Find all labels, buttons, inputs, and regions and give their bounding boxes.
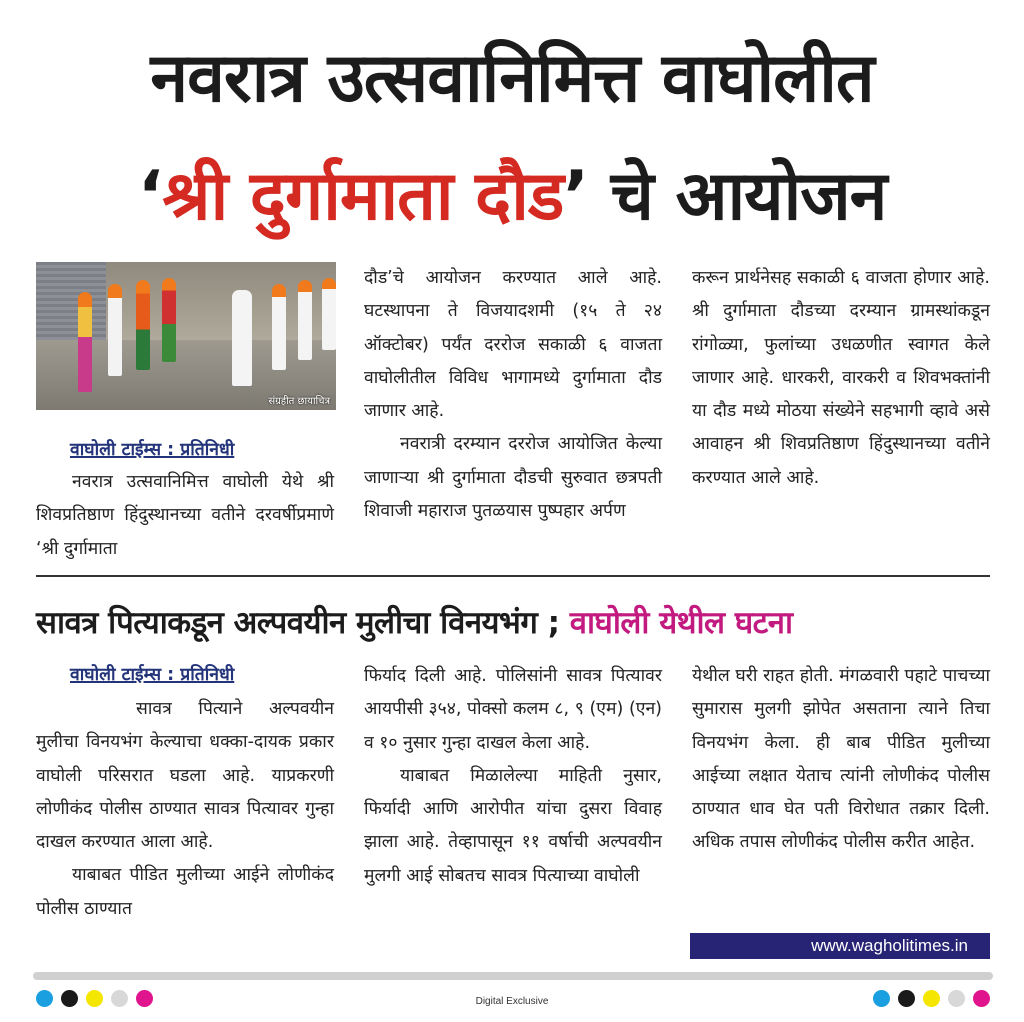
article2-headline-highlight: वाघोली येथील घटना <box>569 605 793 641</box>
photo-figure <box>298 280 312 360</box>
footer-label: Digital Exclusive <box>475 996 549 1007</box>
procession-photo <box>36 262 336 410</box>
print-mark-dot <box>898 990 915 1007</box>
website-link[interactable]: www.wagholitimes.in <box>690 933 990 959</box>
print-marks-right <box>873 990 990 1007</box>
print-mark-dot <box>923 990 940 1007</box>
article2-byline: वाघोली टाईम्स : प्रतिनिधी <box>70 665 235 685</box>
article1-byline: वाघोली टाईम्स : प्रतिनिधी <box>70 440 235 460</box>
article1-col2-para2: नवरात्री दरम्यान दररोज आयोजित केल्या जाणाऱ्या श्री दुर्गामाता दौडची सुरुवात छत्रपती शिवाजी महाराज पुतळयास पुष्पहार अर्पण <box>364 434 662 522</box>
photo-caption: संग्रहीत छायाचित्र <box>268 396 330 407</box>
photo-shutter <box>36 262 106 342</box>
article2-col1-para1: सावत्र पित्याने अल्पवयीन मुलीचा विनयभंग केल्याचा धक्का-दायक प्रकार वाघोली परिसरात घडला आहे. याप्रकरणी लोणीकंद पोलीस ठाण्यात सावत्र पित्यावर गुन्हा दाखल करण्यात आला आहे. <box>36 699 334 853</box>
print-mark-dot <box>873 990 890 1007</box>
main-headline-line2 <box>0 150 1024 244</box>
photo-figure <box>78 292 92 392</box>
article2-col2-para1: फिर्याद दिली आहे. पोलिसांनी सावत्र पित्यावर आयपीसी ३५४, पोक्सो कलम ८, ९ (एम) (एन) व १० नुसार गुन्हा दाखल केला आहे. <box>364 666 662 753</box>
photo-figure <box>108 284 122 376</box>
headline-rest: चे आयोजन <box>588 157 887 236</box>
article1-col2-para1: दौड’चे आयोजन करण्यात आले आहे. घटस्थापना ते विजयादशमी (१५ ते २४ ऑक्टोबर) पर्यंत दररोज सकाळी ६ वाजता वाघोलीतील विविध भागामध्ये दुर्गामाता दौड जाणार आहे. <box>364 268 662 422</box>
print-mark-dot <box>973 990 990 1007</box>
photo-figure <box>322 278 336 350</box>
article1-col3-text: करून प्रार्थनेसह सकाळी ६ वाजता होणार आहे. श्री दुर्गामाता दौडच्या दरम्यान ग्रामस्थांकडून रांगोळ्या, फुलांच्या उधळणीत स्वागत केले जाणार आहे. धारकरी, वारकरी व शिवभक्तांनी या दौड मध्ये मोठया संख्येने सहभागी व्हावे असे आवाहन श्री शिवप्रतिष्ठाण हिंदुस्थानच्या वतीने करण्यात आले आहे. <box>692 268 990 488</box>
article1-column-1 <box>36 466 334 566</box>
photo-figure <box>232 290 252 386</box>
article2-col2-para2: याबाबत मिळालेल्या माहिती नुसार, फिर्यादी आणि आरोपीत यांचा दुसरा विवाह झाला आहे. तेव्हापासून ११ वर्षाची अल्पवयीन मुलगी आई सोबतच सावत्र पित्याच्या वाघोली <box>364 765 662 886</box>
headline-highlight: श्री दुर्गामाता दौड <box>162 157 564 236</box>
article2-headline <box>36 598 996 648</box>
main-headline-line1: नवरात्र उत्सवानिमित्त वाघोलीत <box>150 39 874 118</box>
headline-quote-close: ’ <box>563 157 589 236</box>
article2-column-1 <box>36 693 334 926</box>
photo-figure <box>136 280 150 370</box>
article2-col3-text: येथील घरी राहत होती. मंगळवारी पहाटे पाचच्या सुमारास मुलगी झोपेत असताना त्याने तिचा विनयभंग केला. ही बाब पीडित मुलीच्या आईच्या लक्षात येताच त्यांनी लोणीकंद पोलीस ठाण्यात धाव घेत पती विरोधात तक्रार दिली. अधिक तपास लोणीकंद पोलीस करीत आहेत. <box>692 666 990 853</box>
photo-figure <box>162 278 176 362</box>
article1-column-2 <box>364 262 662 528</box>
article1-col1-text: नवरात्र उत्सवानिमित्त वाघोली येथे श्री शिवप्रतिष्ठाण हिंदुस्थानच्या वतीने दरवर्षीप्रमाणे ‘श्री दुर्गामाता <box>36 472 334 559</box>
article2-col1-para2: याबाबत पीडित मुलीच्या आईने लोणीकंद पोलीस ठाण्यात <box>36 865 334 919</box>
section-divider <box>36 575 990 577</box>
headline-quote-open: ‘ <box>137 157 163 236</box>
photo-figure <box>272 284 286 370</box>
footer-bar <box>33 972 993 980</box>
article2-headline-main: सावत्र पित्याकडून अल्पवयीन मुलीचा विनयभंग ; <box>36 605 570 641</box>
article2-column-2 <box>364 660 662 893</box>
article1-column-3 <box>692 262 990 495</box>
print-mark-dot <box>948 990 965 1007</box>
article2-column-3 <box>692 660 990 860</box>
